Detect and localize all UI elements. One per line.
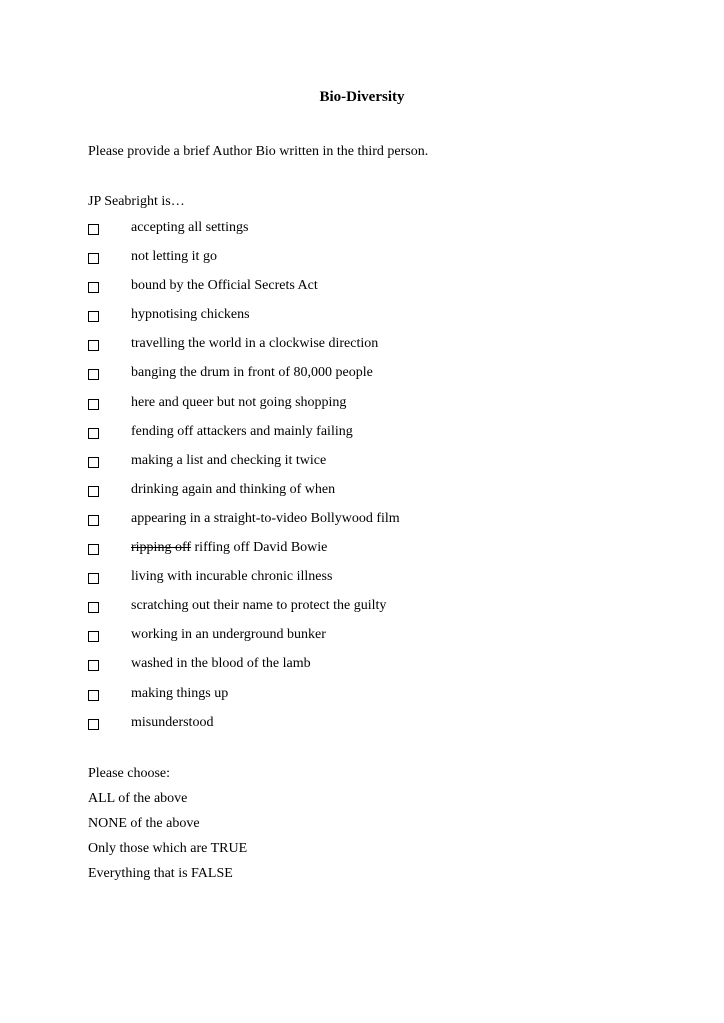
list-item	[88, 569, 333, 598]
list-item	[88, 423, 353, 453]
list-item	[88, 249, 217, 278]
checkbox[interactable]	[88, 253, 99, 264]
checklist	[88, 220, 400, 744]
list-item	[88, 307, 250, 336]
checkbox[interactable]	[88, 660, 99, 671]
list-item	[88, 278, 318, 307]
lead-text: JP Seabright is…	[88, 194, 185, 209]
choose-option: ALL of the above	[88, 791, 188, 806]
list-item	[88, 685, 229, 715]
list-item	[88, 365, 373, 394]
list-item	[88, 220, 249, 249]
item-text: misunderstood	[131, 714, 214, 730]
item-text: making things up	[131, 685, 229, 701]
replacement-text: riffing off David Bowie	[194, 540, 328, 556]
item-text: bound by the Official Secrets Act	[131, 278, 318, 294]
item-text: drinking again and thinking of when	[131, 481, 336, 497]
intro-text: Please provide a brief Author Bio written in the third person.	[88, 144, 429, 159]
checkbox[interactable]	[88, 457, 99, 468]
list-item	[88, 336, 379, 365]
checkbox[interactable]	[88, 369, 99, 380]
list-item	[88, 540, 328, 569]
checkbox[interactable]	[88, 719, 99, 730]
checkbox[interactable]	[88, 311, 99, 322]
list-item	[88, 598, 387, 627]
checkbox[interactable]	[88, 515, 99, 526]
item-text: accepting all settings	[131, 220, 249, 235]
checkbox[interactable]	[88, 282, 99, 293]
choose-option: Only those which are TRUE	[88, 841, 248, 856]
item-text: not letting it go	[131, 249, 217, 265]
item-text: appearing in a straight-to-video Bollywood film	[131, 510, 400, 526]
list-item	[88, 452, 327, 482]
struck-text: ripping off	[131, 540, 192, 556]
list-item	[88, 714, 214, 744]
choose-section	[88, 766, 247, 891]
item-text: living with incurable chronic illness	[131, 569, 333, 585]
checkbox[interactable]	[88, 602, 99, 613]
list-item	[88, 627, 326, 656]
list-item	[88, 394, 347, 424]
item-text: washed in the blood of the lamb	[131, 656, 311, 672]
choose-option: NONE of the above	[88, 816, 200, 831]
list-item	[88, 656, 311, 685]
list-item	[88, 481, 336, 511]
checkbox[interactable]	[88, 224, 99, 235]
checkbox[interactable]	[88, 428, 99, 439]
checkbox[interactable]	[88, 631, 99, 642]
choose-label: Please choose:	[88, 766, 171, 781]
choose-option: Everything that is FALSE	[88, 866, 233, 881]
checkbox[interactable]	[88, 340, 99, 351]
checkbox[interactable]	[88, 573, 99, 584]
item-text: banging the drum in front of 80,000 people	[131, 365, 373, 381]
checkbox[interactable]	[88, 399, 99, 410]
item-text-edited	[131, 540, 327, 556]
list-item	[88, 510, 400, 540]
checkbox[interactable]	[88, 544, 99, 555]
checkbox[interactable]	[88, 690, 99, 701]
page-title: Bio-Diversity	[319, 89, 405, 105]
item-text: working in an underground bunker	[131, 627, 326, 643]
item-text: fending off attackers and mainly failing	[131, 423, 353, 439]
item-text: travelling the world in a clockwise direction	[131, 336, 379, 352]
item-text: here and queer but not going shopping	[131, 394, 347, 410]
checkbox[interactable]	[88, 486, 99, 497]
item-text: scratching out their name to protect the guilty	[131, 598, 387, 614]
item-text: making a list and checking it twice	[131, 452, 327, 468]
item-text: hypnotising chickens	[131, 307, 250, 323]
